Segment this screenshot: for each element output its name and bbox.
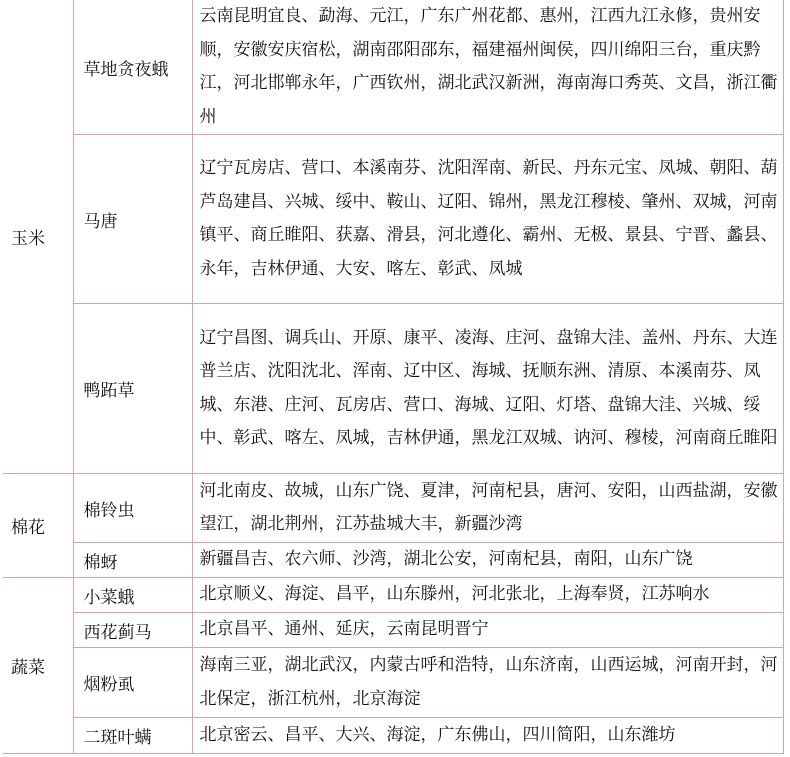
pest-cell-fall-armyworm: 草地贪夜蛾 xyxy=(73,0,192,135)
pest-cell-western-flower-thrips: 西花蓟马 xyxy=(73,613,192,648)
pest-cell-cotton-aphid: 棉蚜 xyxy=(73,543,192,578)
pest-cell-diamondback-moth: 小菜蛾 xyxy=(73,578,192,613)
region-cell-fall-armyworm: 云南昆明宜良、勐海、元江，广东广州花都、惠州，江西九江永修，贵州安顺，安徽安庆宿松，湖南邵阳邵东，福建福州闽侯，四川绵阳三台，重庆黔江，河北邯郸永年，广西钦州，湖北武汉新洲，海南海口秀英、文昌，浙江衢州 xyxy=(192,0,783,135)
pest-cell-cotton-bollworm: 棉铃虫 xyxy=(73,474,192,543)
pest-monitoring-table xyxy=(3,0,784,754)
crop-cell-corn: 玉米 xyxy=(3,0,73,474)
region-cell-cotton-bollworm: 河北南皮、故城，山东广饶、夏津，河南杞县，唐河、安阳，山西盐湖，安徽望江，湖北荆州，江苏盐城大丰，新疆沙湾 xyxy=(192,474,783,543)
region-cell-dayflower: 辽宁昌图、调兵山、开原、康平、凌海、庄河、盘锦大洼、盖州、丹东、大连普兰店、沈阳沈北、浑南、辽中区、海城、抚顺东洲、清原、本溪南芬、凤城、东港、庄河、瓦房店、营口、海城、辽阳、灯塔、盘锦大洼、兴城、绥中、彰武、喀左、凤城，吉林伊通，黑龙江双城、讷河、穆棱，河南商丘睢阳 xyxy=(192,304,783,474)
table-row xyxy=(3,135,783,304)
table-row xyxy=(3,718,783,754)
pest-cell-whitefly: 烟粉虱 xyxy=(73,648,192,718)
table-row xyxy=(3,648,783,718)
crop-cell-cotton: 棉花 xyxy=(3,474,73,578)
table-row xyxy=(3,0,783,135)
region-cell-whitefly: 海南三亚，湖北武汉，内蒙古呼和浩特，山东济南，山西运城，河南开封，河北保定，浙江杭州，北京海淀 xyxy=(192,648,783,718)
pest-cell-crabgrass: 马唐 xyxy=(73,135,192,304)
crop-cell-vegetables: 蔬菜 xyxy=(3,578,73,754)
region-cell-western-flower-thrips: 北京昌平、通州、延庆，云南昆明晋宁 xyxy=(192,613,783,648)
region-cell-cotton-aphid: 新疆昌吉、农六师、沙湾，湖北公安，河南杞县，南阳，山东广饶 xyxy=(192,543,783,578)
region-cell-spider-mite: 北京密云、昌平、大兴、海淀，广东佛山，四川简阳，山东潍坊 xyxy=(192,718,783,754)
table-row xyxy=(3,474,783,543)
pest-cell-spider-mite: 二斑叶螨 xyxy=(73,718,192,754)
region-cell-crabgrass: 辽宁瓦房店、营口、本溪南芬、沈阳浑南、新民、丹东元宝、凤城、朝阳、葫芦岛建昌、兴城、绥中、鞍山、辽阳、锦州，黑龙江穆棱、肇州、双城，河南镇平、商丘睢阳、获嘉、滑县，河北遵化、霸州、无极、景县、宁晋、蠡县、永年，吉林伊通、大安、喀左、彰武、凤城 xyxy=(192,135,783,304)
table-row xyxy=(3,304,783,474)
region-cell-diamondback-moth: 北京顺义、海淀、昌平，山东滕州，河北张北，上海奉贤，江苏响水 xyxy=(192,578,783,613)
pest-cell-dayflower: 鸭跖草 xyxy=(73,304,192,474)
table-row xyxy=(3,613,783,648)
table-row xyxy=(3,578,783,613)
table-row xyxy=(3,543,783,578)
